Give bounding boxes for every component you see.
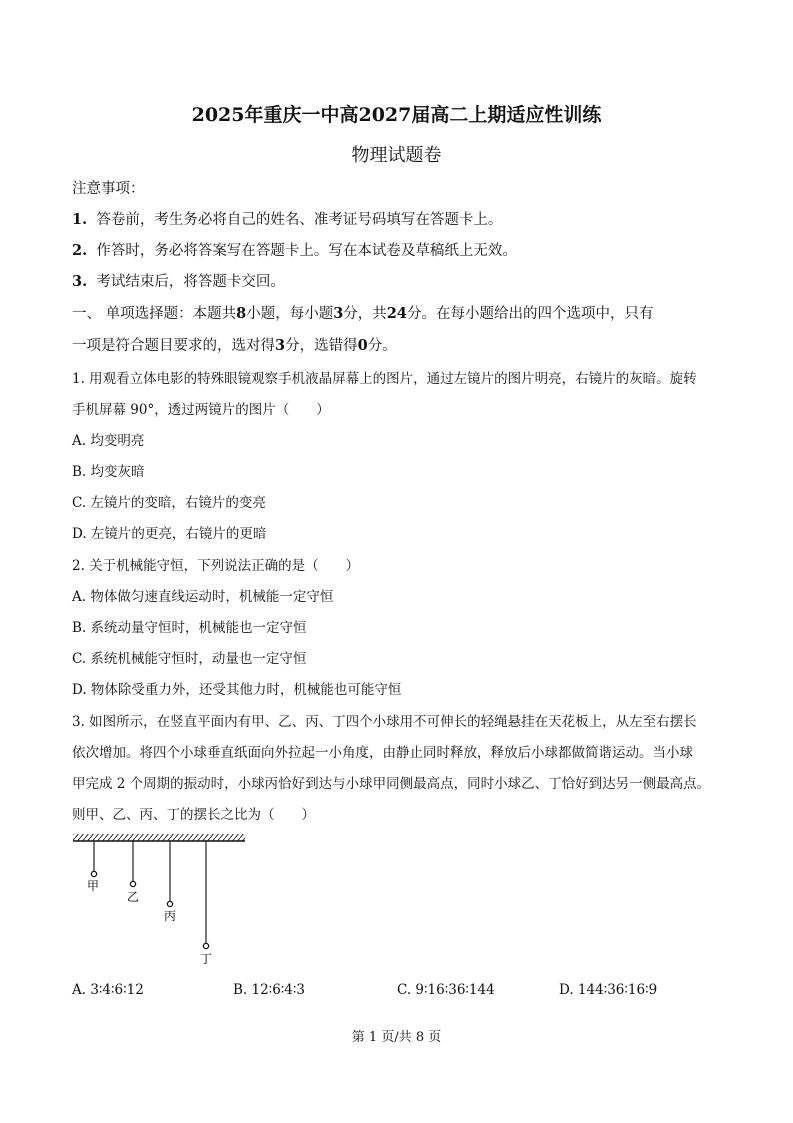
- section-instructions-line1: 一、 单项选择题：本题共8小题，每小题3分，共24分。在每小题给出的四个选项中，只有: [72, 305, 654, 322]
- label-bing: 丙: [164, 909, 177, 923]
- question-3-option-b: B. 12∶6∶4∶3: [233, 982, 305, 998]
- question-2-stem-line: 2. 关于机械能守恒，下列说法正确的是（ ）: [72, 558, 360, 574]
- notice-item: 3. 考试结束后，将答题卡交回。: [72, 273, 285, 290]
- question-2-option-c: C. 系统机械能守恒时，动量也一定守恒: [72, 651, 307, 667]
- notice-item: 1. 答卷前，考生务必将自己的姓名、准考证号码填写在答题卡上。: [72, 211, 503, 228]
- question-1-option-d: D. 左镜片的更亮，右镜片的更暗: [72, 526, 267, 542]
- question-3-option-c: C. 9∶16∶36∶144: [397, 982, 495, 998]
- question-1-stem-line: 1. 用观看立体电影的特殊眼镜观察手机液晶屏幕上的图片，通过左镜片的图片明亮，右镜片的灰暗。旋转: [72, 371, 697, 387]
- label-ding: 丁: [200, 952, 213, 966]
- question-2-option-b: B. 系统动量守恒时，机械能也一定守恒: [72, 620, 307, 636]
- question-3-stem-line: 依次增加。将四个小球垂直纸面向外拉起一小角度，由静止同时释放，释放后小球都做简谐运动。当小球: [72, 745, 693, 761]
- page-number: 第 1 页/共 8 页: [351, 1030, 442, 1045]
- notice-heading: 注意事项：: [72, 181, 145, 197]
- question-3-stem-line: 甲完成 2 个周期的振动时，小球丙恰好到达与小球甲同侧最高点，同时小球乙、丁恰好到达另一侧最高点。: [72, 776, 711, 792]
- question-1-option-b: B. 均变灰暗: [72, 464, 145, 480]
- question-3-option-d: D. 144∶36∶16∶9: [559, 982, 658, 998]
- question-1-stem-line: 手机屏幕 90°，透过两镜片的图片（ ）: [72, 402, 330, 418]
- page-subtitle: 物理试题卷: [351, 145, 442, 166]
- ball-jia: [91, 871, 96, 876]
- ball-bing: [167, 901, 172, 906]
- question-3-stem-line: 3. 如图所示，在竖直平面内有甲、乙、丙、丁四个小球用不可伸长的轻绳悬挂在天花板上，从左至右摆长: [72, 714, 697, 730]
- question-3-stem-line: 则甲、乙、丙、丁的摆长之比为（ ）: [72, 807, 315, 823]
- question-2-option-d: D. 物体除受重力外，还受其他力时，机械能也可能守恒: [72, 682, 402, 698]
- section-instructions-line2: 一项是符合题目要求的，选对得3分，选错得0分。: [72, 337, 397, 354]
- pendulum-figure: [70, 832, 250, 972]
- label-jia: 甲: [87, 879, 100, 893]
- ball-ding: [203, 943, 208, 948]
- label-yi: 乙: [127, 890, 140, 904]
- question-1-option-a: A. 均变明亮: [72, 433, 145, 449]
- page-title: 2025年重庆一中高2027届高二上期适应性训练: [191, 104, 602, 126]
- question-1-option-c: C. 左镜片的变暗，右镜片的变亮: [72, 495, 266, 511]
- question-2-option-a: A. 物体做匀速直线运动时，机械能一定守恒: [72, 589, 334, 605]
- question-3-option-a: A. 3∶4∶6∶12: [72, 982, 144, 998]
- notice-item: 2. 作答时，务必将答案写在答题卡上。写在本试卷及草稿纸上无效。: [72, 242, 517, 259]
- ball-yi: [130, 881, 135, 886]
- ceiling-hatch: [73, 834, 245, 841]
